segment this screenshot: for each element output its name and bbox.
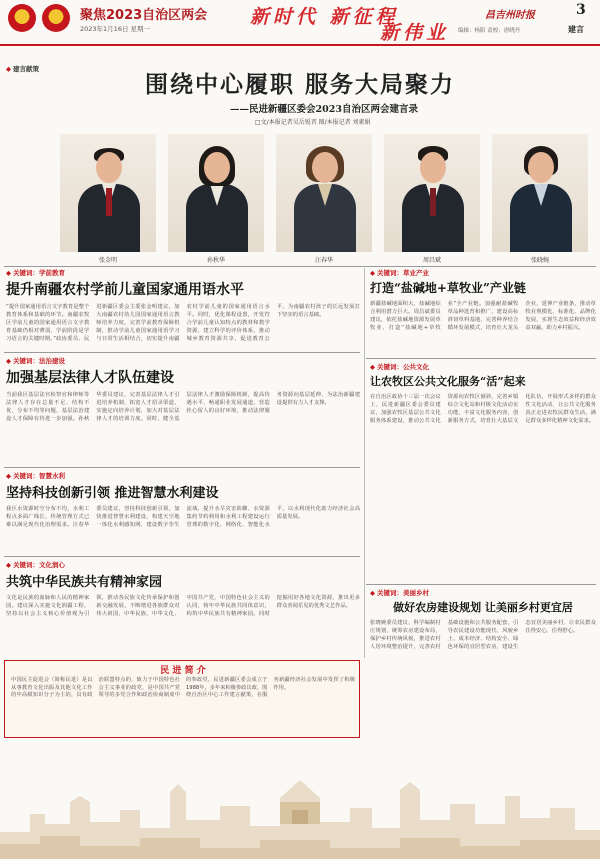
section-divider bbox=[4, 266, 596, 267]
article-cultural-home bbox=[6, 560, 360, 656]
article-body: 在自治区政协十三届一次会议上，民进新疆区委会委员建议，加强农牧区基层公共文化服务体系建设，推动公共文化资源向农牧区倾斜，完善乡镇综合文化站和村级文化活动室功能，丰富文化服务内容，创新服务方式，培育壮大基层文化队伍，开展形式多样的群众性文化活动，让公共文化服务真正走进农牧民群众生活，满足群众多样化精神文化需求。 bbox=[370, 394, 596, 424]
page-number: 3 bbox=[576, 2, 586, 18]
article-grass-industry bbox=[370, 268, 596, 356]
article-title: 让农牧区公共文化服务“活”起来 bbox=[370, 375, 526, 388]
article-kicker: ◆ 关键词：公共文化 bbox=[370, 362, 596, 371]
column-tag: ◆ 建言献策 bbox=[6, 64, 39, 73]
intro-box bbox=[4, 660, 360, 738]
portrait-caption: 张金明 bbox=[98, 257, 117, 264]
article-smart-water bbox=[6, 471, 360, 559]
section-title: 聚焦2023自治区两会 bbox=[80, 8, 208, 23]
portrait-caption: 孙秋华 bbox=[206, 257, 225, 264]
newspaper-brand: 昌吉州时报 bbox=[485, 10, 535, 21]
article-body: 我区水资源时空分布不均，水利工程点多面广线长，传统管理方式已难以满足现代化治理需求。汪春华委员建议，坚持科技创新引领，加快推进智慧水利建设，构建天空地一体化水利感知网，建设数字孪生流域，提升水旱灾害防御、水资源集约节约利用和水利工程建设运行管理的数字化、网络化、智能化水平，以水利现代化助力经济社会高质量发展。 bbox=[6, 506, 360, 528]
issue-date: 2023年1月16日 星期一 bbox=[80, 25, 151, 33]
article-public-culture bbox=[370, 362, 596, 583]
section-divider bbox=[366, 358, 596, 359]
page-section: 建言 bbox=[568, 25, 584, 34]
article-body: 当前我区基层法官检察官和律师等法律人才存在总量不足、结构不优、分布不均等问题，基层法治建设人才保障有待进一步加强。孙秋华委员建议，完善基层法律人才引进培养机制，拓宽人才招录渠道，实施定向培养计划，加大对基层法律人才的培训力度。同时，健全基层法律人才激励保障机制，提高待遇水平，畅通职业发展通道，营造拴心留人的良好环境，推动法律服务资源向基层延伸，为法治新疆建设提供有力人才支撑。 bbox=[6, 392, 360, 422]
article-title: 坚持科技创新引领 推进智慧水利建设 bbox=[6, 486, 219, 501]
article-body: “提升国家通用语言文字教育是整个教育体系和基础的环节。南疆农牧区学前儿童的国家通用语言文字教育基础仍相对薄弱，学前阶段是学习语言的关键时期。”政协委员、民进新疆区委会主委张金明建议，加大南疆农村幼儿园国家通用语言教师培养力度，完善学前教育保障机制，推动学前儿童国家通用语学习与日常生活相结合，切实提升南疆农村学前儿童的国家通用语言水平。同时，优化课程设置，开发符合学前儿童认知特点的教材和教学资源，建立科学的评价体系，推动城乡教育资源共享，促进教育公平，为南疆农村孩子的长远发展打下坚实的语言基础。 bbox=[6, 304, 360, 342]
party-emblem-icon bbox=[8, 4, 36, 32]
article-title: 提升南疆农村学前儿童国家通用语水平 bbox=[6, 282, 244, 298]
portrait-1 bbox=[60, 134, 156, 264]
article-title: 做好农房建设规划 让美丽乡村更宜居 bbox=[393, 601, 573, 614]
article-title: 共筑中华民族共有精神家园 bbox=[6, 575, 163, 590]
article-kicker: ◆ 关键词：智慧水利 bbox=[6, 471, 360, 480]
article-kicker: ◆ 关键词：美丽乡村 bbox=[370, 588, 596, 597]
masthead-rule bbox=[0, 44, 600, 46]
article-title: 加强基层法律人才队伍建设 bbox=[6, 370, 174, 386]
main-headline: 围绕中心履职 服务大局聚力 bbox=[144, 71, 455, 98]
column-divider bbox=[364, 268, 365, 658]
article-preschool bbox=[6, 268, 360, 357]
portrait-5 bbox=[492, 134, 588, 264]
article-kicker: ◆ 关键词：法治建设 bbox=[6, 356, 360, 365]
subheadline: ——民进新疆区委会2023自治区两会建言录 bbox=[230, 104, 418, 115]
section-divider bbox=[4, 467, 360, 468]
article-title: 打造“盐碱地+草牧业”产业链 bbox=[370, 281, 526, 295]
slogan-line-1: 新时代 新征程 bbox=[250, 6, 399, 28]
portrait-4 bbox=[384, 134, 480, 264]
portrait-3 bbox=[276, 134, 372, 264]
article-kicker: ◆ 关键词：学前教育 bbox=[6, 268, 360, 277]
article-rural-housing bbox=[370, 588, 596, 751]
section-divider bbox=[4, 556, 360, 557]
byline: □文/本报记者吴岳锐晋 图/本报记者 刘素娟 bbox=[255, 119, 371, 126]
slogan-line-2: 新伟业 bbox=[380, 22, 450, 44]
editor-credits: 编辑：杨阳 责校：唐晓丹 bbox=[458, 28, 521, 34]
article-kicker: ◆ 关键词：草业产业 bbox=[370, 268, 596, 277]
portrait-caption: 周昌斌 bbox=[422, 257, 441, 264]
portrait-caption: 张晓婉 bbox=[530, 257, 549, 264]
intro-box-body: 中国民主促进会（简称民进）是以从事教育文化出版及其他文化工作的中高级知识分子为主的，具有政治联盟特点的、致力于中国特色社会主义事业的政党，是中国共产党领导的多党合作和政治协商制度中的参政党。民进新疆区委会成立于1988年，多年来积极参政议政，围绕自治区中心工作建言献策，在服务新疆经济社会发展中发挥了积极作用。 bbox=[11, 677, 355, 699]
article-body: 张晓婉委员建议，科学编制村庄规划，统筹农房建设布局，保护乡村传统风貌，推进农村人居环境整治提升，完善农村基础设施和公共服务配套，引导农民建设功能现代、风貌乡土、成本经济、结构安全、绿色环保的宜居型农房，建设生态宜居美丽乡村，让农民群众住得安心、住得舒心。 bbox=[370, 620, 596, 650]
article-body: 文化是民族的血脉和人民的精神家园。建议深入实施文化润疆工程，坚持以社会主义核心价值观为引领，推动各民族文化传承保护和创新交融发展，不断增进各族群众对伟大祖国、中华民族、中华文化、中国共产党、中国特色社会主义的认同，铸牢中华民族共同体意识，构筑中华民族共有精神家园。同时挖掘用好各地文化资源，推出更多群众喜闻乐见的优秀文艺作品。 bbox=[6, 595, 360, 617]
article-body: 新疆盐碱地面积大，盐碱地综合利用潜力巨大。周昌斌委员建议，依托盐碱地资源发展草牧业，打造“盐碱地+草牧业”全产业链。加强耐盐碱牧草品种选育和推广，建设高标准饲草料基地，完善种养结合循环发展模式，培育壮大龙头企业，延伸产业链条，推动草牧业规模化、标准化、品牌化发展，实现生态效益和经济效益双赢，助力乡村振兴。 bbox=[370, 301, 596, 331]
portrait-row bbox=[0, 134, 600, 264]
article-kicker: ◆ 关键词：文化润心 bbox=[6, 560, 360, 569]
portrait-2 bbox=[168, 134, 264, 264]
article-legal-talent bbox=[6, 356, 360, 477]
section-divider bbox=[366, 584, 596, 585]
section-divider bbox=[4, 352, 360, 353]
national-emblem-icon bbox=[42, 4, 70, 32]
masthead bbox=[0, 0, 600, 46]
intro-box-title: 民 进 简 介 bbox=[160, 666, 206, 676]
skyline-illustration bbox=[0, 762, 600, 859]
portrait-caption: 汪春华 bbox=[314, 257, 333, 264]
